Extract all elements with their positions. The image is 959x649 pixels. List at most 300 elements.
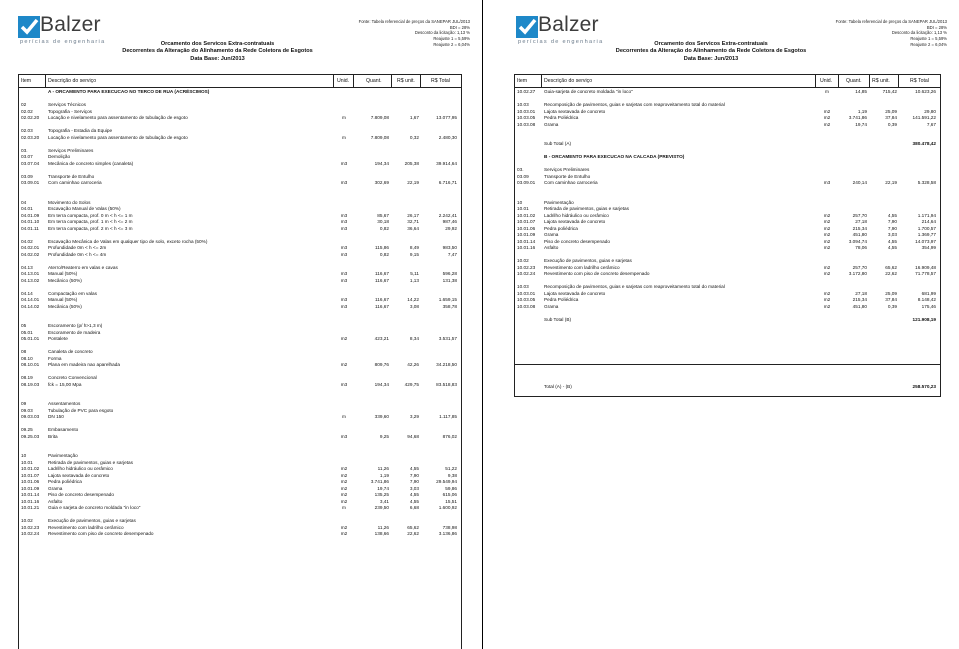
cell-unid: m2: [340, 336, 348, 341]
cell-qty: 27,18: [855, 290, 867, 296]
cell-unid: m: [342, 115, 346, 120]
cell-item: 08.19: [21, 375, 33, 380]
cell-total: 121.908,19: [912, 316, 936, 322]
cell-price: 7,90: [409, 472, 419, 478]
cell-desc: Recomposição de pavimentos, guias e sarjetas com reaproveitamento total do material: [544, 284, 725, 289]
cell-item: 10.02.24: [517, 271, 536, 276]
cell-item: 10.01.02: [21, 466, 40, 471]
cell-price: 37,84: [885, 115, 897, 120]
cell-desc: Manual (50%): [48, 271, 78, 276]
cell-item: 04.13.01: [21, 271, 40, 276]
cell-qty: 1,19: [379, 472, 389, 478]
cell-price: 3,29: [409, 414, 419, 419]
cell-desc: Pavimentação: [48, 453, 78, 458]
col-rule: [333, 75, 334, 87]
cell-unid: m3: [340, 381, 348, 387]
cell-item: 10.03.01: [517, 108, 536, 114]
cell-qty: 11,26: [377, 524, 389, 530]
cell-price: 4,55: [409, 466, 419, 471]
cell-desc: A - ORCAMENTO PARA EXECUCAO NO TERCO DE RUA (ACRÉSCIMOS): [48, 89, 210, 94]
cell-unid: m2: [340, 492, 348, 497]
cell-price: 8,34: [409, 336, 419, 341]
cell-qty: 19,74: [377, 485, 389, 491]
cell-desc: Guia-sarjeta de concreto moldada "in loco": [544, 89, 633, 94]
cell-qty: 239,50: [374, 505, 389, 510]
source-line: Reajuste 2 = 6,04%: [910, 41, 947, 47]
cell-qty: 30,18: [377, 219, 389, 224]
table-row: [515, 317, 940, 324]
cell-unid: m3: [340, 277, 348, 283]
cell-price: 9,15: [409, 251, 419, 257]
cell-unid: m2: [340, 472, 348, 478]
budget-table-left: [18, 74, 462, 649]
cell-desc: Tubulação de PVC para esgoto: [48, 407, 114, 413]
cell-price: 42,26: [407, 362, 419, 367]
cell-unid: m3: [340, 271, 348, 276]
checkmark-logo-icon: [516, 16, 538, 38]
cell-desc: B - ORCAMENTO PARA EXECUCAO NA CALCADA (PREVISTO): [544, 154, 685, 159]
col-rule: [838, 75, 839, 87]
cell-price: 25,09: [885, 290, 897, 296]
cell-total: 2.480,30: [438, 134, 457, 140]
cell-item: 10.01: [517, 206, 529, 211]
cell-unid: m: [825, 89, 829, 94]
cell-total: 13.077,95: [436, 115, 457, 120]
cell-item: 10.03.05: [517, 297, 536, 302]
cell-total: 876,02: [442, 433, 457, 439]
cell-unid: m2: [340, 466, 348, 471]
source-line: Desconto da licitação: 1,13 %: [891, 30, 947, 36]
cell-total: 7,67: [926, 121, 936, 127]
cell-item: 10.01.16: [517, 245, 536, 250]
cell-item: 10.03.05: [517, 115, 536, 120]
cell-price: 65,62: [885, 264, 897, 270]
document-title: [45, 41, 390, 63]
cell-price: 3,03: [887, 232, 897, 237]
cell-price: 6,68: [409, 505, 419, 510]
cell-item: 10.01.14: [21, 492, 40, 497]
cell-item: 02.02: [21, 108, 33, 114]
cell-qty: 451,80: [852, 303, 867, 309]
cell-qty: 215,34: [852, 225, 867, 231]
cell-price: 0,39: [887, 121, 897, 127]
cell-total: 14.073,97: [915, 238, 936, 244]
cell-desc: Aterro/Reaterro em valas e cavas: [48, 264, 118, 270]
grand-total-row: [515, 384, 940, 391]
cell-desc: Lajota sextavada de concreto: [48, 472, 110, 478]
cell-item: 09.25: [21, 427, 33, 432]
col-desc: Descrição do serviço: [48, 78, 97, 84]
cell-item: 10.02: [517, 258, 529, 263]
cell-item: 10.01.09: [21, 485, 40, 491]
cell-price: 4,55: [887, 245, 897, 250]
cell-desc: Pavimentação: [544, 199, 574, 205]
cell-unid: m3: [340, 297, 348, 302]
cell-total: 10.623,26: [915, 89, 936, 94]
source-line: Desconto da licitação: 1,13 %: [414, 30, 470, 36]
col-rule: [869, 75, 870, 87]
cell-total: 131,38: [442, 277, 457, 283]
cell-qty: 116,67: [375, 271, 389, 276]
cell-item: 09.03.03: [21, 414, 40, 419]
cell-total: 1.171,94: [917, 212, 936, 218]
cell-qty: 9,25: [379, 433, 389, 439]
cell-qty: 194,34: [374, 381, 389, 387]
cell-qty: 194,34: [374, 160, 389, 166]
cell-desc: Revestimento com piso de concreto desempenado: [544, 271, 650, 276]
cell-desc: Manual (50%): [48, 297, 78, 302]
cell-unid: m: [342, 134, 346, 140]
cell-item: 03.: [21, 147, 28, 153]
cell-desc: Transporte de Entulho: [544, 173, 591, 179]
cell-item: 02.03.20: [21, 134, 40, 140]
cell-total: 5.328,58: [917, 180, 936, 185]
cell-total: 358,78: [442, 303, 457, 309]
col-unid: Unid.: [337, 78, 350, 84]
cell-item: 04.01: [21, 206, 33, 211]
cell-desc: Grama: [544, 121, 559, 127]
col-rule: [815, 75, 816, 87]
cell-item: 10: [21, 453, 27, 458]
cell-desc: Topografia - Serviços: [48, 108, 93, 114]
cell-unid: m3: [340, 180, 348, 185]
cell-desc: Movimento do Solos: [48, 199, 91, 205]
source-line: BDI = 28%: [926, 24, 947, 30]
cell-desc: Com caminhao carroceria: [48, 180, 102, 185]
cell-unid: m2: [823, 219, 831, 224]
col-rule: [541, 75, 542, 87]
cell-unid: m2: [823, 245, 831, 250]
cell-total: 83.518,83: [436, 381, 457, 387]
cell-desc: Lajota sextavada de concreto: [544, 290, 606, 296]
cell-desc: Guia e sarjeta de concreto moldada "in loco": [48, 505, 141, 510]
cell-qty: 138,66: [374, 531, 389, 536]
cell-total: 983,50: [442, 245, 457, 250]
cell-desc: Plana em madeira nao aparelhada: [48, 362, 120, 367]
cell-item: 02.03: [21, 128, 33, 133]
cell-item: 05.01.01: [21, 336, 40, 341]
cell-desc: Canaleta de concreto: [48, 349, 93, 354]
cell-desc: Recomposição de pavimentos, guias e sarjetas com reaproveitamento total do material: [544, 102, 725, 107]
title-line: Data Base: Jun/2013: [683, 55, 739, 62]
cell-total: 29.549,94: [436, 479, 457, 484]
cell-price: 22,19: [407, 180, 419, 185]
cell-qty: 14,85: [855, 89, 867, 94]
cell-total: 7,47: [447, 251, 457, 257]
cell-qty: 3.094,74: [848, 238, 867, 244]
cell-unid: m2: [340, 498, 348, 504]
cell-item: 09: [21, 401, 27, 406]
cell-item: 08: [21, 349, 27, 354]
cell-unid: m3: [340, 219, 348, 224]
grand-total-label: Total (A) - (B): [544, 384, 572, 389]
cell-total: 214,64: [921, 219, 936, 224]
cell-desc: Asfalto: [544, 245, 559, 250]
cell-item: 10.03.01: [517, 290, 536, 296]
cell-price: 3,03: [409, 485, 419, 491]
cell-desc: Locação e nivelamento para assentamento de tubulação de esgoto: [48, 115, 188, 120]
cell-item: 04.02: [21, 238, 33, 244]
cell-price: 25,09: [885, 108, 897, 114]
cell-total: 354,99: [921, 245, 936, 250]
cell-unid: m2: [340, 362, 348, 367]
cell-desc: Piso de concreto desempenado: [544, 238, 610, 244]
col-price: R$ unit.: [397, 78, 415, 84]
cell-unid: m2: [823, 212, 831, 218]
cell-desc: Embasamento: [48, 427, 79, 432]
cell-item: 03.07: [21, 154, 33, 159]
cell-desc: Grama: [544, 232, 559, 237]
cell-desc: Brita: [48, 433, 58, 439]
cell-qty: 3.741,86: [370, 479, 389, 484]
cell-desc: Demolição: [48, 154, 71, 159]
cell-desc: Lajota sextavada de concreto: [544, 108, 606, 114]
cell-desc: Execução de pavimentos, guias e sarjetas: [48, 518, 136, 523]
source-line: Fonte: Tabela referencial de preços da SANEPAR JUL/2013: [835, 19, 947, 24]
cell-item: 04.02.01: [21, 245, 40, 250]
cell-desc: Em terra compacta, prof. 2 m < h <= 3 m: [48, 225, 133, 231]
cell-total: 15,51: [445, 498, 457, 504]
cell-item: 10.03: [517, 102, 529, 107]
cell-desc: Pontalete: [48, 336, 68, 341]
cell-total: 596,28: [442, 271, 457, 276]
cell-qty: 115,86: [375, 245, 389, 250]
cell-desc: DN 150: [48, 414, 64, 419]
cell-desc: Pedra poliédrica: [48, 479, 82, 484]
cell-desc: Ladrilho hidráulico ou cerâmico: [544, 212, 609, 218]
cell-qty: 135,25: [374, 492, 389, 497]
cell-unid: m2: [823, 264, 831, 270]
cell-item: 04.13.02: [21, 277, 40, 283]
cell-price: 22,62: [407, 531, 419, 536]
cell-qty: 257,70: [852, 212, 867, 218]
cell-item: 04.14.01: [21, 297, 40, 302]
cell-item: 05: [21, 323, 27, 328]
cell-price: 4,55: [409, 498, 419, 504]
cell-qty: 0,82: [379, 225, 389, 231]
cell-unid: m2: [340, 479, 348, 484]
cell-item: 04.01.10: [21, 219, 40, 224]
cell-item: 10.01.02: [517, 212, 536, 218]
cell-price: 26,17: [407, 212, 419, 218]
cell-item: 08.10.01: [21, 362, 40, 367]
cell-total: 175,46: [921, 303, 936, 309]
cell-desc: Ladrilho hidráulico ou cerâmico: [48, 466, 113, 471]
cell-desc: Com caminhao carroceria: [544, 180, 598, 185]
cell-desc: Serviços Preliminares: [48, 147, 94, 153]
col-item: Item: [21, 78, 32, 84]
cell-price: 22,62: [885, 271, 897, 276]
cell-desc: Escavação Manual de Valas (50%): [48, 206, 121, 211]
cell-desc: Retirada de pavimentos, guias e sarjetas: [544, 206, 629, 211]
cell-item: 10.01.07: [21, 472, 40, 478]
cell-desc: Pedra poliédrica: [544, 225, 578, 231]
cell-desc: Lajota sextavada de concreto: [544, 219, 606, 224]
col-unid: Unid.: [820, 78, 833, 84]
cell-unid: m2: [823, 290, 831, 296]
cell-item: 03.09.01: [517, 180, 536, 185]
title-line: Decorrentes da Alteração do Alinhamento da Rede Coletora de Esgotos: [122, 48, 313, 55]
cell-item: 03.09: [517, 173, 529, 179]
cell-item: 10.01.06: [517, 225, 536, 231]
cell-desc: Revestimento com ladrilho cerâmico: [48, 524, 124, 530]
cell-price: 37,84: [885, 297, 897, 302]
cell-total: 8.148,42: [917, 297, 936, 302]
cell-unid: m3: [340, 245, 348, 250]
cell-item: 10.03.08: [517, 121, 536, 127]
cell-total: 16.909,48: [915, 264, 936, 270]
cell-total: 6.716,71: [438, 180, 457, 185]
cell-desc: Profundidade 0m < h <= 4m: [48, 251, 107, 257]
cell-price: 8,49: [409, 245, 419, 250]
cell-desc: Topografia - Estadia da Equipe: [48, 128, 113, 133]
col-rule: [898, 75, 899, 87]
cell-price: 205,38: [404, 160, 419, 166]
cell-desc: Sub Total (B): [544, 316, 572, 322]
cell-qty: 3,41: [379, 498, 389, 504]
cell-price: 94,68: [407, 433, 419, 439]
cell-item: 10.02.24: [21, 531, 40, 536]
cell-desc: Piso de concreto desempenado: [48, 492, 114, 497]
cell-unid: m3: [340, 225, 348, 231]
cell-desc: Mecânica (50%): [48, 303, 82, 309]
cell-total: 39.914,64: [436, 160, 457, 166]
checkmark-logo-icon: [18, 16, 40, 38]
title-line: Orcamento dos Servicos Extra-contratuais: [160, 41, 275, 47]
source-line: Reajuste 2 = 6,04%: [433, 41, 470, 47]
cell-unid: m2: [823, 108, 831, 114]
cell-qty: 19,74: [855, 121, 867, 127]
cell-price: 36,64: [407, 225, 419, 231]
col-price: R$ unit.: [872, 78, 890, 84]
cell-total: 1.369,77: [917, 232, 936, 237]
cell-item: 10.03: [517, 284, 529, 289]
cell-price: 7,90: [887, 225, 897, 231]
cell-desc: Compactação em valas: [48, 290, 97, 296]
grand-total-value: 258.570,23: [912, 384, 936, 389]
cell-desc: Pedra Poliédrica: [544, 115, 579, 120]
source-line: Fonte: Tabela referencial de preços da SANEPAR JUL/2013: [358, 19, 470, 24]
cell-item: 04.14.02: [21, 303, 40, 309]
cell-total: 615,06: [442, 492, 457, 497]
company-name: Balzer: [538, 13, 599, 36]
cell-item: 04.01.09: [21, 212, 40, 218]
cell-qty: 85,67: [377, 212, 389, 218]
cell-total: 2.242,41: [438, 212, 457, 218]
cell-item: 04.01.11: [21, 225, 39, 231]
cell-total: 681,99: [921, 290, 936, 296]
source-line: BDI = 28%: [449, 24, 470, 30]
cell-item: 04: [21, 199, 27, 205]
subtotal-rule: [515, 364, 940, 365]
col-rule: [353, 75, 354, 87]
page-divider: [482, 0, 483, 649]
cell-desc: Serviços Preliminares: [544, 167, 590, 172]
cell-total: 29,92: [445, 225, 457, 231]
title-line: Data Base: Jun/2013: [190, 55, 245, 62]
company-tagline: perícias de engenharia: [518, 39, 604, 45]
col-rule: [420, 75, 421, 87]
cell-desc: Asfalto: [48, 498, 63, 504]
cell-item: 05.01: [21, 329, 33, 335]
cell-item: 10: [517, 199, 523, 205]
cell-price: 3,08: [409, 303, 419, 309]
cell-price: 7,90: [409, 479, 419, 484]
cell-item: 09.25.03: [21, 433, 40, 439]
cell-item: 10.02.27: [517, 89, 536, 94]
cell-unid: m3: [340, 212, 348, 218]
cell-item: 03.09.01: [21, 180, 40, 185]
cell-desc: Profundidade 0m < h <= 2m: [48, 245, 107, 250]
table-row: [19, 531, 461, 538]
col-total: R$ Total: [431, 78, 450, 84]
cell-price: 4,55: [409, 492, 419, 497]
cell-total: 3.531,57: [438, 336, 457, 341]
cell-price: 1,13: [409, 277, 419, 283]
cell-price: 4,55: [887, 212, 897, 218]
cell-item: 04.02.02: [21, 251, 40, 257]
table-header: [515, 75, 940, 88]
cell-item: 10.01.06: [21, 479, 40, 484]
cell-price: 429,75: [404, 381, 419, 387]
cell-total: 59,86: [445, 485, 457, 491]
col-desc: Descrição do serviço: [544, 78, 593, 84]
cell-qty: 7.809,08: [370, 134, 389, 140]
title-line: Orcamento dos Servicos Extra-contratuais: [654, 41, 768, 47]
cell-unid: m2: [823, 232, 831, 237]
cell-item: 08.10: [21, 355, 33, 361]
cell-desc: Pedra Poliédrica: [544, 297, 579, 302]
title-line: Decorrentes da Alteração do Alinhamento da Rede Coletora de Esgotos: [615, 48, 807, 55]
cell-qty: 3.741,86: [848, 115, 867, 120]
cell-desc: Escoramento de madeira: [48, 329, 101, 335]
cell-qty: 423,21: [374, 336, 389, 341]
cell-qty: 302,69: [374, 180, 389, 185]
cell-unid: m2: [340, 524, 348, 530]
cell-total: 1.700,57: [917, 225, 936, 231]
cell-unid: m3: [823, 180, 831, 185]
cell-total: 29,80: [924, 108, 936, 114]
cell-desc: Escavação Mecânica de Valas em qualquer tipo de solo, exceto rocha (50%): [48, 238, 208, 244]
cell-desc: Em terra compacta, prof. 1 m < h <= 2 m: [48, 219, 133, 224]
cell-price: 7,90: [887, 219, 897, 224]
cell-qty: 3.172,80: [848, 271, 867, 276]
cell-desc: Grama: [48, 485, 63, 491]
cell-price: 1,67: [409, 115, 419, 120]
cell-desc: Serviços Técnicos: [48, 102, 86, 107]
col-item: Item: [517, 78, 528, 84]
cell-item: 04.14: [21, 290, 33, 296]
cell-price: 14,22: [407, 297, 419, 302]
cell-desc: Mecânico (50%): [48, 277, 82, 283]
cell-desc: Locação e nivelamento para assentamento de tubulação de esgoto: [48, 134, 188, 140]
cell-total: 141.591,22: [912, 115, 936, 120]
cell-qty: 339,60: [374, 414, 389, 419]
cell-unid: m2: [823, 115, 831, 120]
cell-price: 22,19: [885, 180, 897, 185]
cell-item: 10.01.14: [517, 238, 536, 244]
cell-desc: Retirada de pavimentos, guias e sarjetas: [48, 459, 133, 465]
cell-qty: 240,14: [852, 180, 867, 185]
cell-total: 738,98: [442, 524, 457, 530]
cell-desc: Grama: [544, 303, 559, 309]
cell-unid: m2: [823, 271, 831, 276]
table-body: [19, 89, 461, 538]
cell-desc: Concreto Convencional: [48, 375, 97, 380]
cell-qty: 27,18: [855, 219, 867, 224]
source-line: Reajuste 1 = 5,59%: [910, 36, 947, 42]
cell-qty: 116,67: [375, 277, 389, 283]
